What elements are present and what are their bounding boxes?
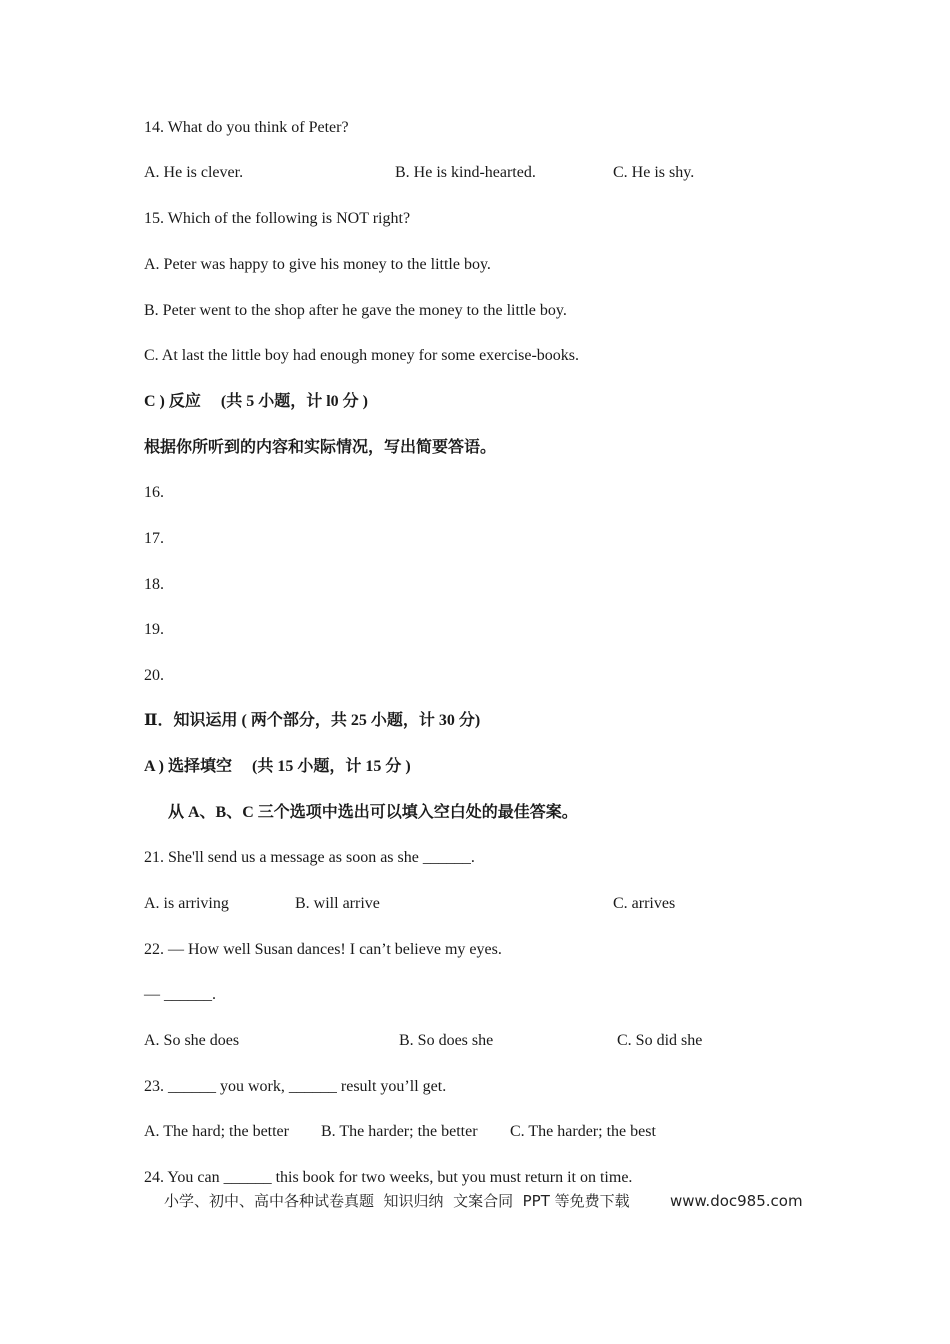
question-22-stem: 22. — How well Susan dances! I can’t believe my eyes. xyxy=(144,941,502,958)
section-c-heading: C ) 反应 (共 5 小题，计 l0 分 ) xyxy=(144,393,368,410)
question-24-stem: 24. You can ______ this book for two weeks, but you must return it on time. xyxy=(144,1169,633,1186)
question-21-stem: 21. She'll send us a message as soon as she ______. xyxy=(144,849,475,866)
question-22-reply: — ______. xyxy=(144,986,216,1003)
question-22-option-a: A. So she does xyxy=(144,1032,240,1049)
question-21-option-b: B. will arrive xyxy=(295,895,380,912)
question-14-option-a: A. He is clever. xyxy=(144,164,244,181)
question-23-option-c: C. The harder; the best xyxy=(510,1123,656,1140)
section-a-instruction: 从 A、B、C 三个选项中选出可以填入空白处的最佳答案。 xyxy=(168,804,578,821)
answer-item-17: 17. xyxy=(144,530,164,547)
part-2-heading: Ⅱ．知识运用 ( 两个部分，共 25 小题，计 30 分) xyxy=(144,712,481,729)
answer-item-19: 19. xyxy=(144,621,164,638)
question-14-stem: 14. What do you think of Peter? xyxy=(144,119,349,136)
question-15-option-b: B. Peter went to the shop after he gave the money to the little boy. xyxy=(144,302,567,319)
answer-item-16: 16. xyxy=(144,484,164,501)
answer-item-20: 20. xyxy=(144,667,164,684)
footer-url-link[interactable]: www.doc985.com xyxy=(670,1192,803,1210)
question-15-option-c: C. At last the little boy had enough money for some exercise-books. xyxy=(144,347,580,364)
question-21-option-c: C. arrives xyxy=(613,895,676,912)
question-14-option-b: B. He is kind-hearted. xyxy=(395,164,536,181)
question-14-option-c: C. He is shy. xyxy=(613,164,695,181)
answer-item-18: 18. xyxy=(144,576,164,593)
question-21-option-a: A. is arriving xyxy=(144,895,229,912)
question-22-option-c: C. So did she xyxy=(617,1032,703,1049)
question-23-option-a: A. The hard; the better xyxy=(144,1123,289,1140)
question-23-stem: 23. ______ you work, ______ result you’ll get. xyxy=(144,1078,447,1095)
question-15-option-a: A. Peter was happy to give his money to the little boy. xyxy=(144,256,491,273)
footer-banner-text: 小学、初中、高中各种试卷真题 知识归纳 文案合同 PPT 等免费下载 xyxy=(164,1192,630,1210)
section-a-heading: A ) 选择填空 (共 15 小题，计 15 分 ) xyxy=(144,758,411,775)
question-23-option-b: B. The harder; the better xyxy=(321,1123,478,1140)
question-22-option-b: B. So does she xyxy=(399,1032,494,1049)
question-15-stem: 15. Which of the following is NOT right? xyxy=(144,210,411,227)
section-c-instruction: 根据你所听到的内容和实际情况，写出简要答语。 xyxy=(144,439,497,456)
